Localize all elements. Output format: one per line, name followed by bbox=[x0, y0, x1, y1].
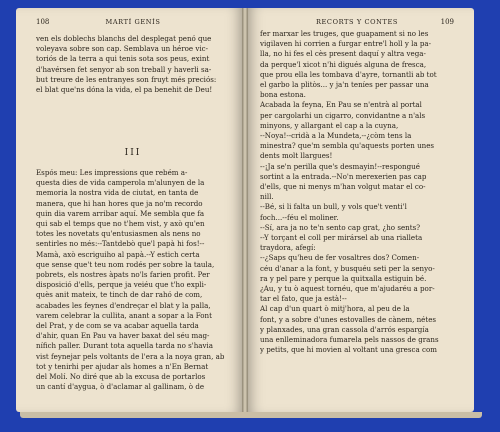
text-line: d'ahir, quan En Pau va haver baxat del séu mag- bbox=[36, 331, 210, 341]
text-line: del Molí. No diré que ab la excusa de portarlos bbox=[36, 372, 206, 382]
text-line: d'havérsen fet senyor ab son treball y haverli sa- bbox=[36, 64, 212, 74]
text-line: da perque'l xicot n'hi digués alguna de fresca, bbox=[260, 59, 427, 69]
section-heading: III bbox=[124, 148, 142, 158]
text-line: pobrets, els nostres àpats no'ls farien profit. Per bbox=[36, 270, 210, 280]
right-page-header bbox=[260, 18, 454, 28]
open-book bbox=[16, 8, 486, 424]
text-line: que prou ella les tombava d'ayre, tornantli ab tot bbox=[260, 69, 437, 79]
text-line: Espós meu: Les impressions que rebém a- bbox=[36, 168, 188, 177]
text-line: varem celebrar la cullita, anant a sopar a la Font bbox=[36, 310, 212, 320]
text-line: Acabada la feyna, En Pau se n'entrà al portal bbox=[260, 100, 422, 110]
text-line: d'ells, que ni menys m'han volgut matar el co- bbox=[260, 182, 426, 192]
text-line: lla, no hi fes el cès present daquí y altra vega- bbox=[260, 49, 426, 59]
body-text bbox=[260, 29, 454, 356]
page-number: 109 bbox=[440, 18, 454, 26]
text-line: céu d'anar a la font, y busquéu seti per la senyo- bbox=[260, 263, 435, 273]
left-page bbox=[16, 8, 242, 412]
text-line: --¡Ja se'n perilla que's desmayin!--respongué bbox=[260, 161, 420, 171]
text-line: quin dia varem arribar aquí. Me sembla que fa bbox=[36, 208, 205, 218]
text-line: vist feynejar pels voltants de l'era a la noya gran, ab bbox=[36, 351, 225, 361]
text-line: ra y pel pare y perque la quitxalla estiguin bé. bbox=[260, 273, 427, 283]
text-line: Al cap d'un quart ò mitj'hora, al peu de la bbox=[260, 304, 410, 314]
text-line: --¿Saps qu'heu de fer vosaltres dos? Comen- bbox=[260, 253, 420, 263]
text-line: memoria la nostra vida de ciutat, en tanta de bbox=[36, 188, 199, 198]
text-line: --Noya!--cridà a la Mundeta,--¿còm tens la bbox=[260, 131, 412, 141]
text-line: but treure de les entranyes son fruyt més preciós: bbox=[36, 74, 217, 84]
page-number: 108 bbox=[36, 18, 50, 26]
text-line: el garbo la plitòs... y ja'n teníes per passar una bbox=[260, 80, 429, 90]
left-page-header bbox=[36, 18, 230, 28]
text-line: --Sí, ara ja no te'n sento cap grat, ¿ho sents? bbox=[260, 222, 421, 232]
page-edge bbox=[20, 412, 482, 418]
text-line: foch...--féu el moliner. bbox=[260, 212, 339, 222]
text-line: --Y torçant el coll per mirársel ab una rialleta bbox=[260, 233, 423, 243]
text-line: manera, que hi han hores que ja no'm recordo bbox=[36, 198, 203, 208]
text-line: per cargolarhi un cigarro, convidantne a n'als bbox=[260, 110, 426, 120]
paragraph-top bbox=[36, 34, 230, 95]
text-line: ¿Au, y tu ò aquest tornéu, que m'ajudaréu a por- bbox=[260, 284, 435, 294]
text-line: nífich paller. Durant tota aquella tarda no s'havia bbox=[36, 341, 214, 351]
text-line: dents molt llargues! bbox=[260, 151, 333, 161]
text-line: totes les novetats qu'entusiasmen als nens no bbox=[36, 229, 201, 239]
text-line: questa dies de vida camperola m'alunyen de la bbox=[36, 178, 205, 188]
text-line: minyons, y allargant el cap a la cuyna, bbox=[260, 120, 399, 130]
text-line: y petits, que hi movien al voltant una gresca com bbox=[260, 345, 437, 355]
text-line: minestra? que'm sembla qu'aquests porten unes bbox=[260, 141, 435, 151]
text-line: ven els doblechs blanchs del desplegat penó que bbox=[36, 34, 212, 43]
text-line: --Bé, si li falta un bull, y vols que't venti'l bbox=[260, 202, 407, 212]
text-line: traydora, afegí: bbox=[260, 243, 316, 253]
text-line: el blat que'ns dóna la vida, el pa benehit de Deu! bbox=[36, 85, 213, 95]
text-line: Mamà, axò escriguiho al papà.--Y estich certa bbox=[36, 249, 200, 259]
text-line: del Prat, y de com se va acabar aquella tarda bbox=[36, 321, 199, 331]
body-text bbox=[36, 168, 230, 392]
text-line: un cantí d'aygua, ò d'aclamar al gallinam, ò de bbox=[36, 382, 205, 392]
text-line: que sense que't teu nom rodés per sobre la taula, bbox=[36, 259, 215, 269]
text-line: sortint a la entrada.--No'n merexerien pas cap bbox=[260, 171, 427, 181]
text-line: tot y tenirhi per ajudar als homes a n'En Bernat bbox=[36, 361, 209, 371]
text-line: voleyava sobre son cap. Semblava un héroe vic- bbox=[36, 44, 208, 54]
text-line: bona estona. bbox=[260, 90, 306, 100]
text-line: quès anit mateix, te tinch de dar rahó de com, bbox=[36, 290, 203, 300]
text-line: fer marxar les truges, que guapament si no les bbox=[260, 29, 429, 38]
text-line: disposició d'ells, perque ja veiéu que t'ho expli- bbox=[36, 280, 207, 290]
running-head: MARTÍ GENÍS bbox=[105, 18, 161, 26]
text-line: qui sab el temps que no t'hem vist, y axò qu'en bbox=[36, 219, 205, 229]
text-line: sentirles no més:--Tantdebò que'l papà hi fos!-- bbox=[36, 239, 205, 249]
text-line: toriós de la terra a qui tenis sota sos peus, exint bbox=[36, 54, 210, 64]
text-line: font, y a sobre d'unes estovalles de cànem, nétes bbox=[260, 314, 437, 324]
text-line: acabades les feynes d'endreçar el blat y la palla, bbox=[36, 300, 211, 310]
text-line: una enlleminadora fumarela pels nassos de grans bbox=[260, 335, 439, 345]
text-line: nill. bbox=[260, 192, 274, 202]
running-head: RECORTS Y CONTES bbox=[315, 18, 399, 26]
text-line: vigilaven hi corrien a furgar entre'l holl y la pa- bbox=[260, 39, 432, 49]
text-line: tar el fato, que ja està!-- bbox=[260, 294, 347, 304]
right-page bbox=[248, 8, 474, 412]
text-line: y planxades, una gran cassola d'arrós espargía bbox=[260, 324, 429, 334]
